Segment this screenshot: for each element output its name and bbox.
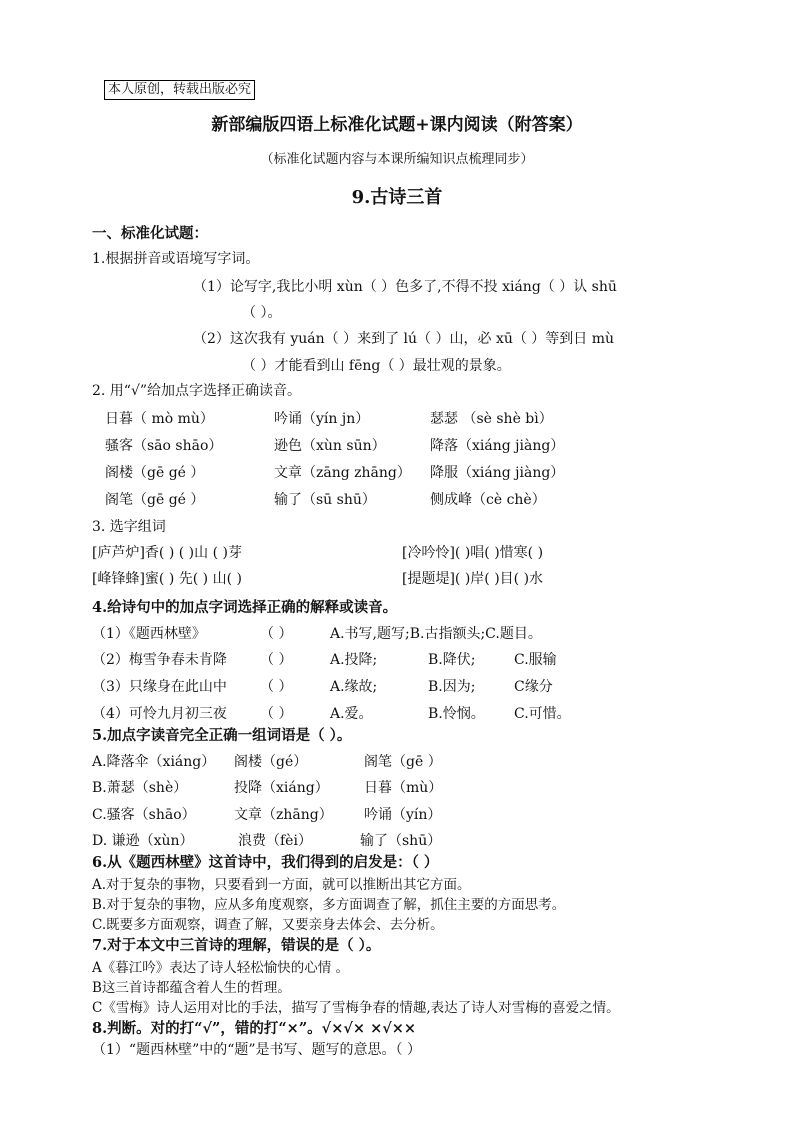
- q3-item: [峰锋蜂]蜜( ) 先( ) 山( ): [92, 571, 242, 587]
- q4-choice: A.投降;: [330, 652, 378, 668]
- q4-item: （2）梅雪争春未肯降: [92, 652, 227, 668]
- q4-choice: A.书写,题写;B.古指额头;C.题目。: [330, 626, 542, 642]
- q2-option: 日暮（ mò mù）: [105, 411, 214, 427]
- q5-option: 文章（zhāng）: [234, 807, 333, 823]
- q3-prompt: 3. 选字组词: [92, 519, 166, 535]
- lesson-title: 9.古诗三首: [351, 187, 443, 208]
- q8-item: （1）“题西林壁”中的“题”是书写、题写的意思。（ ）: [92, 1042, 421, 1058]
- q7-prompt: 7.对于本文中三首诗的理解，错误的是（ ）。: [92, 937, 381, 954]
- q2-option: 侧成峰（cè chè）: [430, 492, 546, 508]
- q5-option: 投降（xiáng）: [234, 780, 329, 796]
- q5-option: 吟诵（yín）: [364, 807, 442, 823]
- q4-choice: C缘分: [514, 679, 553, 695]
- q2-option: 输了（sū shū）: [274, 492, 376, 508]
- page-subtitle: （标准化试题内容与本课所编知识点梳理同步）: [260, 152, 534, 167]
- q4-blank: （ ）: [260, 706, 293, 722]
- q4-choice: C.可惜。: [514, 706, 571, 722]
- q2-option: 逊色（xùn sūn）: [274, 438, 386, 454]
- q2-option: 吟诵（yín jn）: [274, 411, 370, 427]
- q4-choice: B.怜悯。: [428, 706, 485, 722]
- q3-item: [冷吟怜]( )唱( )惜寒( ): [402, 545, 544, 561]
- q4-blank: （ ）: [260, 652, 293, 668]
- q4-prompt: 4.给诗句中的加点字词选择正确的解释或读音。: [92, 599, 398, 616]
- q3-item: [提题堤]( )岸( )目( )水: [402, 571, 544, 587]
- q4-blank: （ ）: [260, 679, 293, 695]
- q4-blank: （ ）: [260, 626, 293, 642]
- q5-option: 阁笔（gē ）: [364, 754, 442, 770]
- q6-option: C.既要多方面观察，调查了解，又要亲身去体会、去分析。: [92, 917, 444, 933]
- q1-line: （1）论写字,我比小明 xùn（ ）色多了,不得不投 xiáng（ ）认 shū: [193, 279, 617, 295]
- q5-option: 阁楼（gé）: [234, 754, 308, 770]
- q8-prompt: 8.判断。对的打“√”，错的打“×”。√×√× ×√××: [92, 1020, 417, 1037]
- q1-line: （ ）才能看到山 fēng（ ）最壮观的景象。: [242, 358, 511, 374]
- q4-item: （4）可怜九月初三夜: [92, 706, 227, 722]
- q5-prompt: 5.加点字读音完全正确一组词语是（ ）。: [92, 727, 352, 744]
- q7-option: C《雪梅》诗人运用对比的手法，描写了雪梅争春的情趣,表达了诗人对雪梅的喜爱之情。: [92, 1000, 620, 1016]
- q4-item: （3）只缘身在此山中: [92, 679, 227, 695]
- q5-option: 日暮（mù）: [364, 780, 443, 796]
- page-title: 新部编版四语上标准化试题+课内阅读（附答案）: [211, 115, 583, 135]
- q2-option: 文章（zāng zhāng）: [274, 465, 411, 481]
- q2-prompt: 2. 用“√”给加点字选择正确读音。: [92, 383, 302, 399]
- q6-prompt: 6.从《题西林壁》这首诗中，我们得到的启发是：（ ）: [92, 854, 439, 871]
- q4-choice: B.降伏;: [428, 652, 476, 668]
- q4-choice: B.因为;: [428, 679, 476, 695]
- q2-option: 阁楼（gē gé ）: [105, 465, 205, 481]
- q1-prompt: 1.根据拼音或语境写字词。: [92, 251, 260, 267]
- q5-option: A.降落伞（xiáng）: [92, 754, 216, 770]
- q5-option: D. 谦逊（xùn）: [92, 833, 194, 849]
- q5-option: 输了（shū）: [360, 833, 442, 849]
- q6-option: B.对于复杂的事物，应从多角度观察，多方面调查了解，抓住主要的方面思考。: [92, 897, 566, 913]
- q1-line: （2）这次我有 yuán（ ）来到了 lú（ ）山，必 xū（ ）等到日 mù: [193, 331, 615, 347]
- q3-item: [庐芦炉]香( ) ( )山 ( )芽: [92, 545, 242, 561]
- section-heading: 一、标准化试题：: [92, 225, 208, 242]
- q2-option: 降服（xiáng jiàng）: [430, 465, 565, 481]
- q2-option: 瑟瑟 （sè shè bì）: [430, 411, 553, 427]
- q4-item: （1）《题西林壁》: [92, 626, 206, 642]
- q2-option: 降落（xiáng jiàng）: [430, 438, 565, 454]
- q4-choice: C.服输: [514, 652, 557, 668]
- q7-option: A《暮江吟》表达了诗人轻松愉快的心情 。: [92, 960, 350, 976]
- q5-option: 浪费（fèi）: [238, 833, 312, 849]
- q6-option: A.对于复杂的事物，只要看到一方面，就可以推断出其它方面。: [92, 877, 471, 893]
- q4-choice: A.缘故;: [330, 679, 378, 695]
- q7-option: B这三首诗都蕴含着人生的哲理。: [92, 980, 291, 996]
- copyright-stamp: 本人原创，转载出版必究: [104, 80, 255, 100]
- q2-option: 骚客（sāo shāo）: [105, 438, 223, 454]
- q2-option: 阁笔（gē gé ）: [105, 492, 205, 508]
- q1-line: （ ）。: [242, 305, 282, 321]
- q4-choice: A.爱。: [330, 706, 373, 722]
- q5-option: C.骚客（shāo）: [92, 807, 196, 823]
- q5-option: B.萧瑟（shè）: [92, 780, 188, 796]
